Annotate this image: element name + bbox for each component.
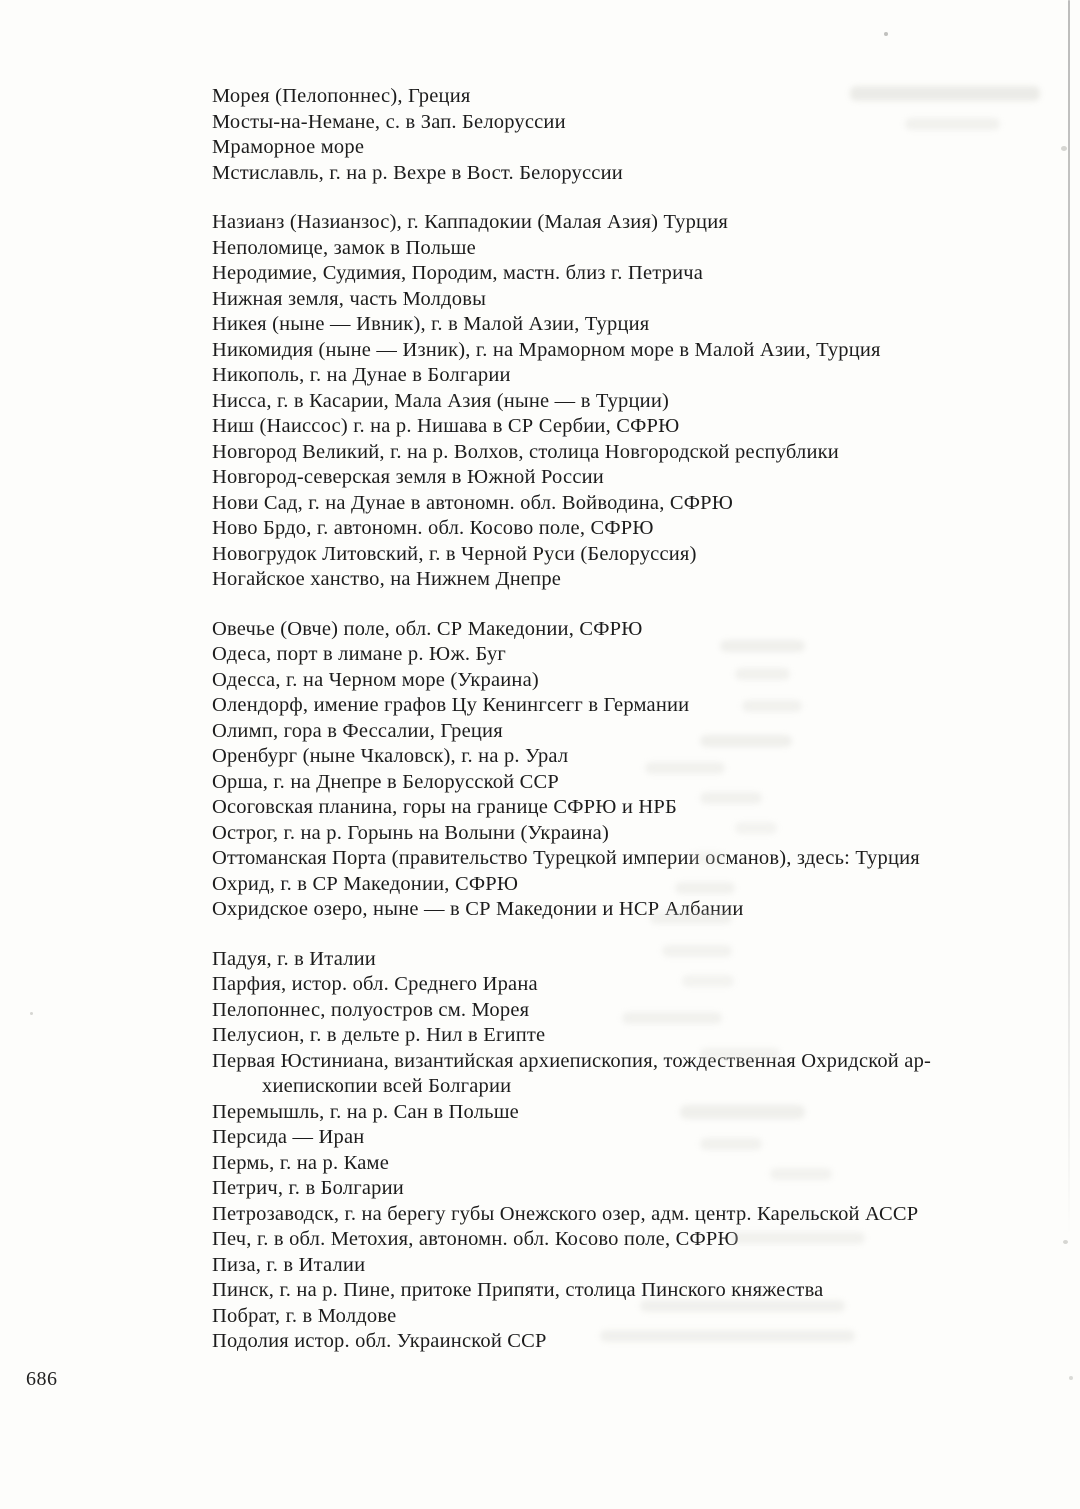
index-entry bbox=[212, 110, 1062, 136]
index-entry-line: Ниш (Наиссос) г. на р. Нишава в СР Сербии, СФРЮ bbox=[212, 415, 680, 437]
index-entry bbox=[212, 1227, 1062, 1253]
index-entry-line: Новгород-северская земля в Южной России bbox=[212, 466, 604, 488]
index-entry bbox=[212, 465, 1062, 491]
index-entry bbox=[212, 567, 1062, 593]
index-entry-line: Печ, г. в обл. Метохия, автономн. обл. Косово поле, СФРЮ bbox=[212, 1228, 739, 1250]
index-entry-line: Перемышль, г. на р. Сан в Польше bbox=[212, 1100, 519, 1123]
index-entry bbox=[212, 821, 1062, 847]
index-entry bbox=[212, 719, 1062, 745]
index-group bbox=[212, 947, 1062, 1355]
index-entry bbox=[212, 414, 1062, 440]
index-entry-line: Оренбург (ныне Чкаловск), г. на р. Урал bbox=[212, 745, 569, 767]
index-entry bbox=[212, 744, 1062, 770]
index-entry-line: Ногайское ханство, на Нижнем Днепре bbox=[212, 568, 562, 590]
index-entry bbox=[212, 1023, 1062, 1049]
index-entry-line: Первая Юстиниана, византийская архиепископия, тождественная Охридской ар- bbox=[212, 1049, 932, 1072]
index-entry bbox=[212, 872, 1062, 898]
index-entry bbox=[212, 236, 1062, 262]
index-entry bbox=[212, 161, 1062, 187]
index-entry bbox=[212, 363, 1062, 389]
index-group bbox=[212, 617, 1062, 923]
index-entry bbox=[212, 210, 1062, 236]
speck-artifact bbox=[1069, 1376, 1073, 1380]
index-entry-line: Олендорф, имение графов Цу Кенингсегг в Германии bbox=[212, 694, 690, 716]
index-entry-line: Никея (ныне — Ивник), г. в Малой Азии, Турция bbox=[212, 313, 650, 335]
index-entry-line: Назианз (Назианзос), г. Каппадокии (Малая Азия) Турция bbox=[212, 211, 729, 233]
index-entry-line: Побрат, г. в Молдове bbox=[212, 1304, 397, 1327]
index-entry-line: Одесса, г. на Черном море (Украина) bbox=[212, 668, 539, 691]
index-entry-line: Персида — Иран bbox=[212, 1126, 365, 1148]
index-entry bbox=[212, 1125, 1062, 1151]
index-entry-line: Острог, г. на р. Горынь на Волыни (Украина) bbox=[212, 821, 609, 844]
index-entry-line: Пелопоннес, полуостров см. Морея bbox=[212, 998, 530, 1021]
index-list bbox=[212, 84, 1062, 1379]
index-entry-line: Никополь, г. на Дунае в Болгарии bbox=[212, 364, 511, 386]
index-entry bbox=[212, 440, 1062, 466]
index-entry bbox=[212, 1151, 1062, 1177]
index-group bbox=[212, 210, 1062, 593]
index-entry-line: Падуя, г. в Италии bbox=[212, 947, 376, 970]
index-entry-line: Пелусион, г. в дельте р. Нил в Египте bbox=[212, 1024, 546, 1046]
index-entry-line: Мраморное море bbox=[212, 136, 365, 158]
index-entry bbox=[212, 261, 1062, 287]
index-entry bbox=[212, 1278, 1062, 1304]
index-entry-line: Нови Сад, г. на Дунае в автономн. обл. Войводина, СФРЮ bbox=[212, 491, 733, 514]
speck-artifact bbox=[884, 32, 888, 36]
page-number: 686 bbox=[26, 1368, 58, 1390]
index-entry bbox=[212, 972, 1062, 998]
index-entry bbox=[212, 516, 1062, 542]
index-entry-line: хиепископии всей Болгарии bbox=[262, 1075, 512, 1097]
index-entry-line: Новогрудок Литовский, г. в Черной Руси (Белоруссия) bbox=[212, 542, 697, 565]
index-entry bbox=[212, 795, 1062, 821]
index-entry bbox=[212, 542, 1062, 568]
index-group bbox=[212, 84, 1062, 186]
index-entry-line: Пиза, г. в Италии bbox=[212, 1253, 366, 1276]
index-entry-line: Охридское озеро, ныне — в СР Македонии и НСР Албании bbox=[212, 898, 744, 920]
index-entry-line: Одеса, порт в лимане р. Юж. Буг bbox=[212, 643, 507, 665]
index-entry bbox=[212, 1202, 1062, 1228]
index-entry-line: Охрид, г. в СР Македонии, СФРЮ bbox=[212, 872, 519, 895]
index-entry-line: Пермь, г. на р. Каме bbox=[212, 1151, 390, 1174]
index-entry bbox=[212, 312, 1062, 338]
index-entry-line: Парфия, истор. обл. Среднего Ирана bbox=[212, 973, 538, 995]
index-entry-line: Новгород Великий, г. на р. Волхов, столица Новгородской республики bbox=[212, 440, 839, 463]
index-entry-line: Ново Брдо, г. автономн. обл. Косово поле, СФРЮ bbox=[212, 517, 654, 539]
index-entry bbox=[212, 846, 1062, 872]
index-entry bbox=[212, 770, 1062, 796]
index-entry bbox=[212, 1049, 1062, 1100]
index-entry bbox=[212, 1100, 1062, 1126]
index-entry bbox=[212, 287, 1062, 313]
scan-edge-line-artifact bbox=[1068, 0, 1070, 1235]
index-entry bbox=[212, 668, 1062, 694]
index-entry bbox=[212, 693, 1062, 719]
speck-artifact bbox=[30, 1012, 33, 1015]
index-entry bbox=[212, 617, 1062, 643]
index-entry-line: Никомидия (ныне — Изник), г. на Мраморном море в Малой Азии, Турция bbox=[212, 338, 881, 361]
index-entry bbox=[212, 491, 1062, 517]
index-entry bbox=[212, 84, 1062, 110]
index-entry-line: Овечье (Овче) поле, обл. СР Македонии, СФРЮ bbox=[212, 617, 643, 640]
index-entry-line: Осоговская планина, горы на границе СФРЮ и НРБ bbox=[212, 796, 677, 818]
index-entry bbox=[212, 1304, 1062, 1330]
index-entry-line: Мосты-на-Немане, с. в Зап. Белоруссии bbox=[212, 110, 566, 133]
index-entry-line: Мстиславль, г. на р. Вехре в Вост. Белоруссии bbox=[212, 161, 623, 184]
index-entry-line: Нисса, г. в Касарии, Мала Азия (ныне — в Турции) bbox=[212, 389, 670, 412]
index-entry bbox=[212, 1253, 1062, 1279]
index-entry-line: Орша, г. на Днепре в Белорусской ССР bbox=[212, 770, 560, 793]
index-entry bbox=[212, 1329, 1062, 1355]
index-entry-line: Петрозаводск, г. на берегу губы Онежского озер, адм. центр. Карельской АССР bbox=[212, 1202, 919, 1225]
index-entry-line: Неполомице, замок в Польше bbox=[212, 236, 476, 259]
index-entry bbox=[212, 998, 1062, 1024]
index-entry-line: Подолия истор. обл. Украинской ССР bbox=[212, 1330, 547, 1352]
index-entry-line: Нижная земля, часть Молдовы bbox=[212, 287, 487, 310]
speck-artifact bbox=[1063, 1240, 1068, 1244]
index-entry bbox=[212, 642, 1062, 668]
index-entry-line: Пинск, г. на р. Пине, притоке Припяти, столица Пинского княжества bbox=[212, 1279, 824, 1301]
index-entry-line: Олимп, гора в Фессалии, Греция bbox=[212, 719, 503, 742]
index-entry-line: Морея (Пелопоннес), Греция bbox=[212, 85, 471, 107]
index-entry bbox=[212, 1176, 1062, 1202]
index-entry bbox=[212, 338, 1062, 364]
index-entry bbox=[212, 897, 1062, 923]
index-entry bbox=[212, 947, 1062, 973]
index-entry-line: Оттоманская Порта (правительство Турецкой империи османов), здесь: Турция bbox=[212, 847, 920, 869]
index-entry-line: Петрич, г. в Болгарии bbox=[212, 1177, 404, 1199]
index-entry bbox=[212, 135, 1062, 161]
index-entry bbox=[212, 389, 1062, 415]
index-entry-line: Неродимие, Судимия, Породим, мастн. близ г. Петрича bbox=[212, 262, 704, 284]
